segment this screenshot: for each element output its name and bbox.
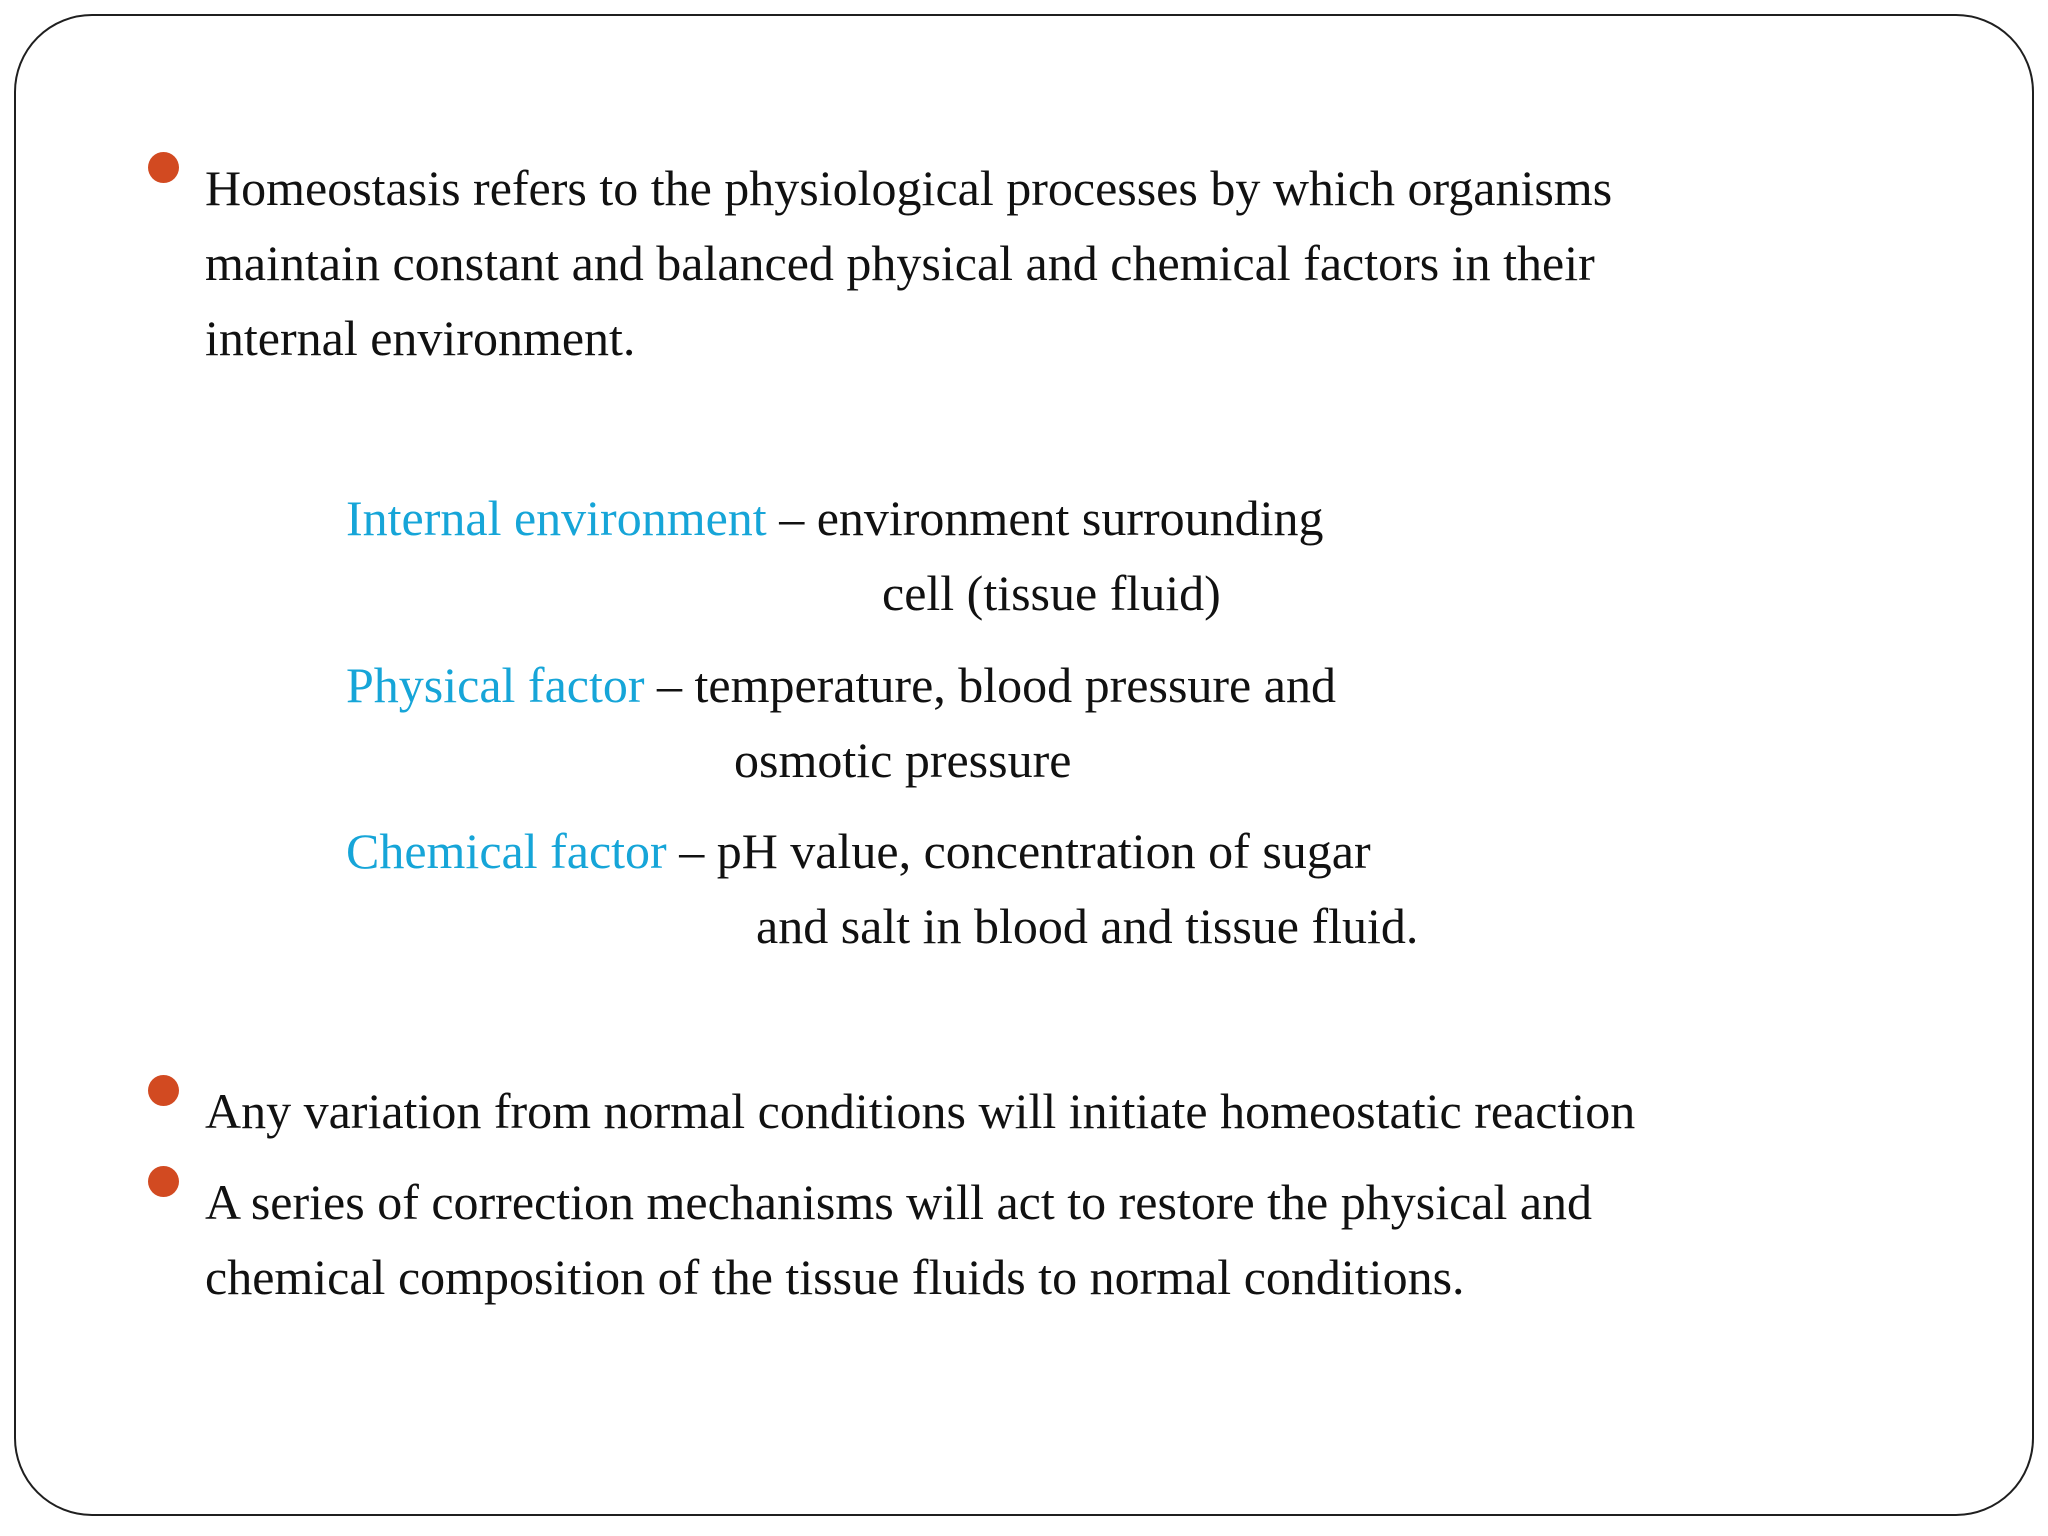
definition-continuation: cell (tissue fluid) [882,565,1221,621]
bullet-dot-icon [148,1166,179,1197]
bullet-line: chemical composition of the tissue fluids to normal conditions. [205,1249,1465,1305]
bullet-dot-icon [148,152,179,183]
term-dash: – [644,657,695,713]
bullet-homeostasis-definition [205,151,1612,376]
term-dash: – [666,823,717,879]
definition-physical-factor [346,648,1336,723]
definition-text: pH value, concentration of sugar [716,823,1371,879]
definition-continuation: and salt in blood and tissue fluid. [756,898,1419,954]
bullet-line: maintain constant and balanced physical and chemical factors in their [205,235,1595,291]
bullet-line: Homeostasis refers to the physiological processes by which organisms [205,160,1613,216]
bullet-correction-mechanisms [205,1165,1592,1315]
term-dash: – [766,490,817,546]
definition-text: temperature, blood pressure and [694,657,1336,713]
term-label: Internal environment [346,490,767,546]
term-label: Chemical factor [346,823,667,879]
bullet-line: Any variation from normal conditions will initiate homeostatic reaction [205,1083,1636,1139]
bullet-line: internal environment. [205,310,636,366]
definition-internal-environment [346,481,1324,556]
definition-text: environment surrounding [816,490,1324,546]
slide-frame [14,14,2034,1516]
definition-continuation: osmotic pressure [734,732,1072,788]
bullet-line: A series of correction mechanisms will act to restore the physical and [205,1174,1593,1230]
bullet-dot-icon [148,1075,179,1106]
definition-chemical-factor [346,814,1371,889]
bullet-variation [205,1074,1635,1149]
term-label: Physical factor [346,657,645,713]
